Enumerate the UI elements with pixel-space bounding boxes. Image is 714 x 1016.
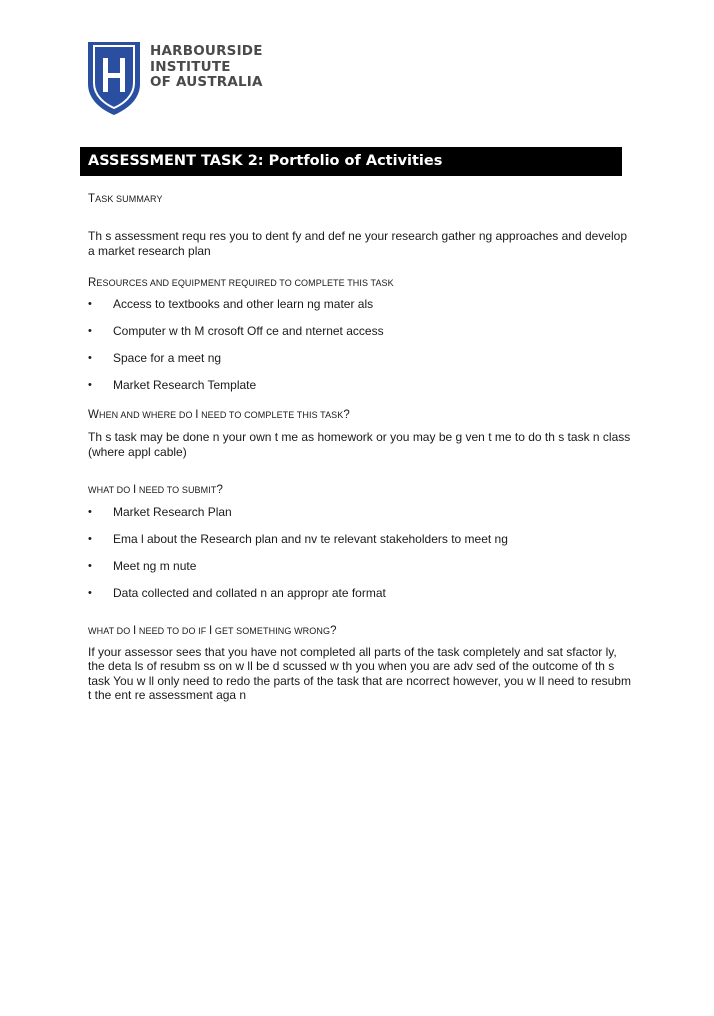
heading-rest: NEED TO COMPLETE THIS TASK	[198, 410, 344, 420]
institute-logo	[86, 40, 263, 116]
heading-cap-2: I	[208, 625, 213, 637]
bullet-icon: •	[88, 506, 92, 518]
list-item-text: Meet ng m nute	[113, 559, 197, 573]
when-where-text: Th s task may be done n your own t me as homework or you may be g ven t me to do th s task n class (where appl cable)	[88, 429, 631, 459]
list-item-text: Data collected and collated n an appropr ate format	[113, 586, 386, 600]
heading-rest: ASK SUMMARY	[95, 194, 163, 204]
list-item	[88, 296, 633, 323]
something-wrong-text: If your assessor sees that you have not completed all parts of the task completely and sat sfactor ly, the deta ls of resubm ss on w ll be d scussed w th you when you are adv sed of the outcome of th s task You w ll only need to redo the parts of the task that are ncorrect however, you w ll need to resubm t the ent re assessment aga n	[88, 644, 631, 702]
heading-end: ?	[330, 625, 337, 637]
logo-line-2: INSTITUTE	[150, 58, 231, 75]
list-item-text: Market Research Template	[113, 378, 257, 392]
logo-line-3: OF AUSTRALIA	[150, 74, 263, 90]
submit-list	[88, 504, 633, 612]
heading-cap: I	[132, 483, 137, 496]
something-wrong-heading	[88, 624, 633, 640]
list-item	[88, 531, 633, 558]
list-item	[88, 558, 633, 585]
when-where-heading	[88, 408, 633, 424]
list-item	[88, 323, 633, 350]
heading-cap: T	[88, 193, 96, 205]
assessment-title-banner: ASSESSMENT TASK 2: Portfolio of Activities	[80, 147, 622, 176]
list-item-text: Space for a meet ng	[113, 351, 222, 365]
logo-wordmark	[150, 44, 263, 91]
heading-cap: R	[88, 276, 97, 289]
bullet-icon: •	[88, 352, 92, 364]
heading-rest: ESOURCES AND EQUIPMENT REQUIRED TO COMPLETE THIS TASK	[96, 277, 394, 288]
resources-heading	[88, 276, 633, 292]
heading-mid: NEED TO DO IF	[136, 626, 209, 636]
bullet-icon: •	[88, 379, 92, 391]
bullet-icon: •	[88, 298, 92, 310]
heading-end: ?	[216, 483, 223, 496]
heading-rest: GET SOMETHING WRONG	[212, 626, 331, 636]
list-item-text: Access to textbooks and other learn ng mater als	[113, 297, 374, 311]
bullet-icon: •	[88, 587, 92, 599]
heading-cap: I	[132, 625, 137, 637]
heading-cap: W	[88, 409, 99, 421]
shield-logo-icon	[86, 40, 142, 116]
bullet-icon: •	[88, 325, 92, 337]
heading-end: ?	[343, 409, 350, 421]
heading-cap-2: I	[195, 409, 199, 421]
list-item	[88, 377, 633, 404]
heading-mid: HEN AND WHERE DO	[98, 410, 196, 420]
task-summary-text: Th s assessment requ res you to dent fy and def ne your research gather ng approaches and develop a market research plan	[88, 228, 627, 258]
bullet-icon: •	[88, 533, 92, 545]
document-body	[88, 192, 633, 703]
resources-list	[88, 296, 633, 404]
list-item	[88, 585, 633, 612]
logo-line-1: HARBOURSIDE	[150, 43, 263, 59]
list-item	[88, 504, 633, 531]
submit-heading	[88, 483, 633, 499]
list-item-text: Market Research Plan	[113, 505, 232, 519]
list-item-text: Computer w th M crosoft Off ce and nternet access	[113, 324, 384, 338]
heading-rest: NEED TO SUBMIT	[136, 484, 217, 495]
list-item-text: Ema l about the Research plan and nv te relevant stakeholders to meet ng	[113, 532, 508, 546]
bullet-icon: •	[88, 560, 92, 572]
heading-pre: WHAT DO	[88, 626, 133, 636]
task-summary-heading	[88, 192, 633, 208]
heading-pre: WHAT DO	[88, 484, 133, 495]
list-item	[88, 350, 633, 377]
